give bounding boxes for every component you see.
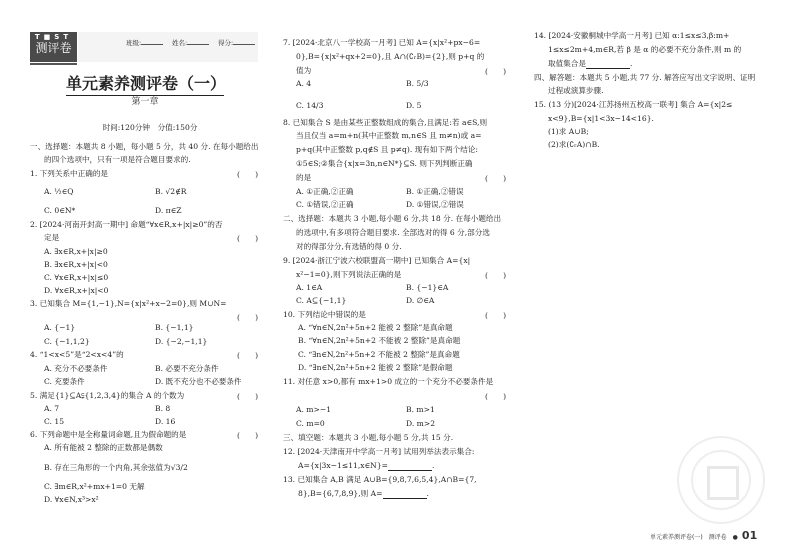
option: C. A⊆{−1,1} [296, 296, 347, 305]
section-1-intro: 的四个选项中，只有一项是符合题目要求的. [44, 155, 191, 164]
option: D. “∃n∈N,2n²+5n+2 能被 2 整除”是假命题 [298, 363, 453, 372]
answer-blank[interactable] [586, 60, 630, 69]
answer-paren: ( ) [485, 392, 507, 401]
question-12: A={x|3x−1≤11,x∈N}= . [298, 461, 435, 470]
question-5: 5. 满足{1}⊆A⫋{1,2,3,4}的集合 A 的个数为 [30, 391, 185, 400]
section-4-intro: 过程或演算步骤. [548, 86, 604, 95]
answer-paren: ( ) [485, 271, 507, 280]
question-15-part-1: (1)求 A∪B; [548, 127, 589, 136]
option: D. ∀x∈N,x³>x² [44, 495, 99, 504]
section-2-intro: 二、选择题：本题共 3 小题,每小题 6 分,共 18 分. 在每小题给出 [283, 214, 502, 223]
question-7: 值为 [296, 66, 312, 75]
question-8: p+q(其中正整数 p,q∉S 且 p≠q). 现有如下两个结论: [296, 145, 478, 154]
option: A. ½∈Q [44, 187, 74, 196]
section-1-intro: 一、选择题：本题共 8 小题，每小题 5 分，共 40 分. 在每小题给出 [30, 142, 259, 151]
question-7: 0},B={x|x²+qx+2=0},且 A∩(∁ᵣB)={2},则 p+q 的 [296, 52, 485, 61]
option: C. m=0 [296, 419, 325, 428]
question-14: 取值集合是 . [548, 59, 633, 68]
option: C. 充要条件 [44, 377, 85, 386]
answer-paren: ( ) [485, 311, 507, 320]
option: A. “∀n∈N,2n²+5n+2 能被 2 整除”是真命题 [298, 323, 453, 332]
option: D. 既不充分也不必要条件 [155, 377, 242, 386]
header-band [78, 32, 258, 62]
section-4-intro: 四、解答题：本题共 5 小题,共 77 分. 解答应写出文字说明、证明 [534, 73, 756, 82]
answer-paren: ( ) [237, 392, 259, 401]
question-15: 15. (13 分)[2024·江苏扬州五校高一联考] 集合 A={x|2≤ [534, 100, 733, 109]
question-9: 9. [2024·浙江宁波六校联盟高一期中] 已知集合 A={x| [283, 256, 471, 265]
option: A. ∃x∈R,x+|x|≥0 [44, 247, 108, 256]
answer-paren: ( ) [237, 351, 259, 360]
question-11: 11. 对任意 x>0,都有 mx+1>0 成立的一个充分不必要条件是 [283, 377, 494, 386]
watermark-seal [677, 436, 765, 524]
option: A. ①正确,②正确 [296, 187, 354, 196]
option: B. 5/3 [406, 79, 429, 88]
page-title: 单元素养测评卷（一） [66, 71, 224, 96]
question-4: 4. “1<x<5”是“2<x<4”的 [30, 350, 124, 359]
option: D. π∈Z [155, 206, 182, 215]
option: D. ∀x∈R,x+|x|<0 [44, 286, 109, 295]
option: C. 14/3 [296, 101, 324, 110]
option: B. √2∉R [155, 187, 187, 196]
option: C. ∀x∈R,x+|x|≤0 [44, 273, 109, 282]
score-field[interactable]: 得分: [218, 38, 255, 47]
question-8: ①5∈S;②集合{x|x=3n,n∈N*}⊆S. 则下列判断正确 [296, 159, 473, 168]
option: D. ∅∈A [406, 296, 435, 305]
question-8: 当且仅当 a=m+n(其中正整数 m,n∈S 且 m≠n)或 a= [296, 131, 482, 140]
section-2-intro: 对的得部分分,有选错的得 0 分. [296, 242, 402, 251]
option: B. ∃x∈R,x+|x|<0 [44, 260, 108, 269]
answer-paren: ( ) [237, 234, 259, 243]
option: B. {−1,1} [155, 323, 194, 332]
option: A. 所有能被 2 整除的正数都是偶数 [44, 443, 163, 452]
option: D. 16 [155, 417, 176, 426]
question-10: 10. 下列结论中错误的是 [283, 310, 366, 319]
option: B. “∀n∈N,2n²+5n+2 不能被 2 整除”是真命题 [298, 336, 461, 345]
option: C. 0∈N* [44, 206, 76, 215]
question-15: x<9},B={x|1<3x−14<16}. [548, 114, 654, 123]
option: B. 存在三角形的一个内角,其余弦值为√3/2 [44, 463, 188, 472]
option: A. 充分不必要条件 [44, 364, 108, 373]
option: A. {−1} [44, 323, 76, 332]
option: C. {−1,1,2} [44, 337, 90, 346]
section-3-intro: 三、填空题：本题共 3 小题,每小题 5 分,共 15 分. [283, 433, 454, 442]
section-2-intro: 的选项中,有多项符合题目要求. 全部选对的得 6 分,部分选 [296, 228, 490, 237]
option: B. 必要不充分条件 [155, 364, 219, 373]
question-3: 3. 已知集合 M={1,−1},N={x|x²+x−2=0},则 M∪N= [30, 299, 227, 308]
name-field[interactable]: 姓名: [172, 38, 209, 47]
option: A. 4 [296, 79, 312, 88]
option: D. {−2,−1,1} [155, 337, 208, 346]
question-13: 8},B={6,7,8,9},则 A= . [298, 489, 429, 498]
option: D. ①错误,②错误 [406, 200, 464, 209]
question-13: 13. 已知集合 A,B 满足 A∪B={9,8,7,6,5,4},A∩B={7, [283, 475, 477, 484]
question-12: 12. [2024·天津南开中学高一月考] 试用列举法表示集合: [283, 447, 475, 456]
chapter-title: 第一章 [131, 97, 159, 107]
option: A. 1∈A [296, 283, 323, 292]
question-15-part-2: (2)求(∁ᵣA)∩B. [548, 140, 600, 149]
option: C. “∃n∈N,2n²+5n+2 不能被 2 整除”是真命题 [298, 350, 460, 359]
question-2: 2. [2024·河南开封高一期中] 命题“∀x∈R,x+|x|≥0”的否 [30, 220, 223, 229]
class-field[interactable]: 班级: [126, 38, 163, 47]
page-number: 01 [741, 529, 758, 542]
question-9: x²−1=0},则下列说法正确的是 [296, 270, 402, 279]
question-8: 的是 [296, 173, 312, 182]
question-2: 定是 [44, 233, 60, 242]
answer-paren: ( ) [237, 431, 259, 440]
answer-paren: ( ) [237, 170, 259, 179]
option: B. 8 [155, 404, 171, 413]
answer-paren: ( ) [485, 67, 507, 76]
answer-paren: ( ) [485, 174, 507, 183]
footer: 单元素养测评卷(一) 测评卷 ● 01 [650, 529, 758, 542]
option: B. ①正确,②错误 [406, 187, 464, 196]
question-14: 14. [2024·安徽桐城中学高一月考] 已知 α:1≤x≤3,β:m+ [534, 31, 730, 40]
question-6: 6. 下列命题中是全称量词命题,且为假命题的是 [30, 430, 187, 439]
logo: T■ST 测评卷 [30, 32, 77, 62]
question-14: 1≤x≤2m+4,m∈R,若 β 是 α 的必要不充分条件,则 m 的 [548, 45, 742, 54]
answer-blank[interactable] [388, 462, 432, 471]
option: C. ①错误,②正确 [296, 200, 354, 209]
option: A. m>−1 [296, 405, 332, 414]
option: A. 7 [44, 404, 60, 413]
question-8: 8. 已知集合 S 是由某些正整数组成的集合,且满足:若 a∈S,则 [283, 118, 488, 127]
option: D. 5 [406, 101, 422, 110]
option: D. m>2 [406, 419, 436, 428]
option: C. 15 [44, 417, 65, 426]
option: B. {−1}∈A [406, 283, 449, 292]
option: C. ∃m∈R,x²+mx+1=0 无解 [44, 482, 145, 491]
answer-paren: ( ) [237, 313, 259, 322]
answer-blank[interactable] [383, 490, 427, 499]
divider [30, 63, 77, 65]
question-1: 1. 下列关系中正确的是 [30, 169, 109, 178]
question-7: 7. [2024·北京八一学校高一月考] 已知 A={x|x²+px−6= [283, 38, 481, 47]
time-info: 时间:120分钟 分值:150分 [102, 123, 198, 132]
option: B. m>1 [406, 405, 435, 414]
